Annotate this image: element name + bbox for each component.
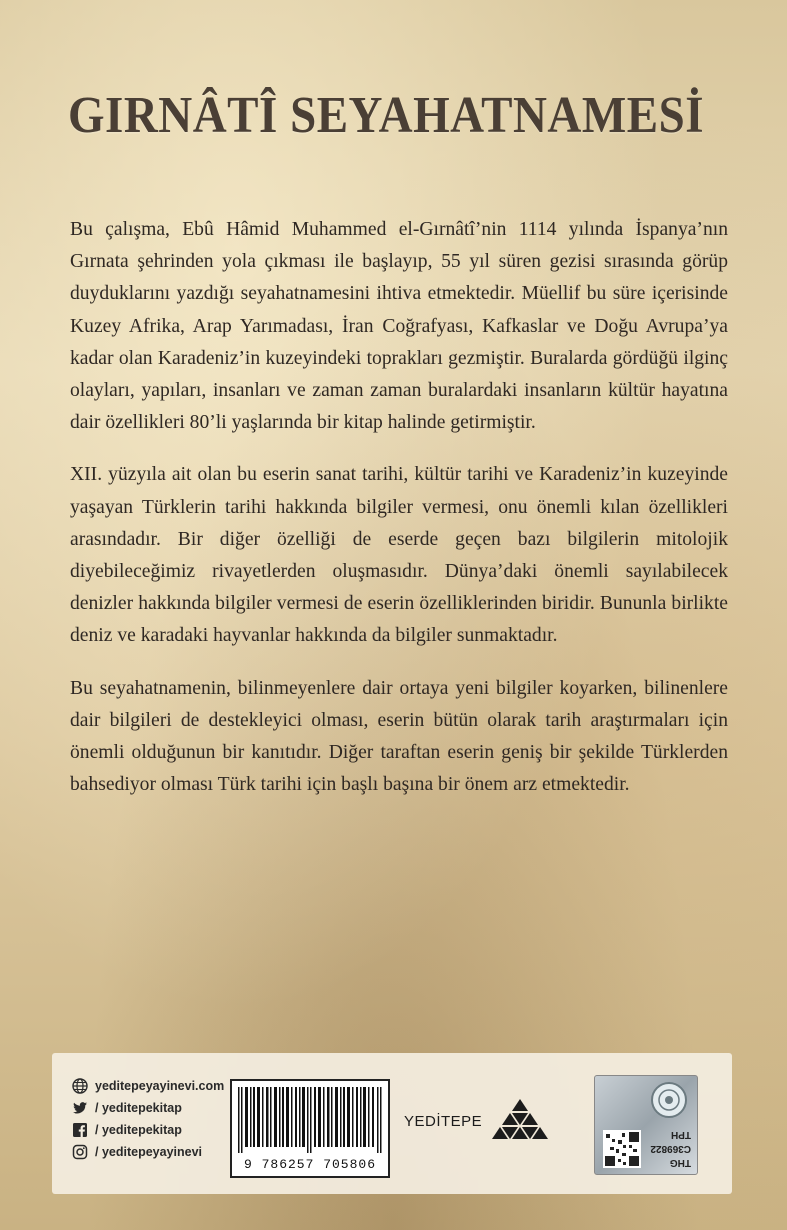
- facebook-icon: [72, 1122, 88, 1138]
- twitter-link-text: / yeditepekitap: [95, 1101, 182, 1115]
- social-links: [72, 1075, 224, 1163]
- facebook-link[interactable]: [72, 1119, 224, 1141]
- twitter-link[interactable]: [72, 1097, 224, 1119]
- book-title: GIRNÂTÎ SEYAHATNAMESİ: [68, 87, 705, 145]
- website-link-text: yeditepeyayinevi.com: [95, 1079, 225, 1093]
- sticker-line-1: THG: [669, 1157, 691, 1168]
- publisher-logo: [404, 1099, 552, 1143]
- publisher-name: YEDİTEPE: [404, 1112, 483, 1130]
- qr-code-icon: [603, 1130, 641, 1168]
- footer-panel: [52, 1053, 732, 1194]
- facebook-link-text: / yeditepekitap: [95, 1123, 182, 1137]
- blurb-paragraph-3: Bu seyahatnamenin, bilinmeyenlere dair ortaya yeni bilgiler koyarken, bilinenlere dair bilgileri de destekleyici olması, eserin bütün olarak tarih araştırmaları için önemli olduğunun bir kanıtıdır. Diğer taraftan eserin geniş bir şekilde Türklerden bahsediyor olması Türk tarihi için başlı başına bir önem arz etmektedir.: [70, 677, 728, 796]
- blurb-text: [70, 214, 728, 821]
- isbn-digits: 9 786257 705806: [243, 1157, 377, 1172]
- hologram-sticker: [594, 1075, 698, 1175]
- blurb-paragraph-2: XII. yüzyıla ait olan bu eserin sanat tarihi, kültür tarihi ve Karadeniz’in kuzeyinde yaşayan Türklerin tarihi hakkında bilgiler vermesi, onu önemli kılan özellikleri arasındadır. Bir diğer özelliği de eserde geçen bazı bilgilerin mitolojik diyebileceğimiz rivayetlerden oluşmasıdır. Dünya’daki önemli sayılabilecek denizler hakkında bilgiler vermesi de eserin özelliklerinden biridir. Bununla birlikte deniz ve karadaki hayvanlar hakkında da bilgiler sunmaktadır.: [70, 464, 728, 647]
- barcode-bars: [238, 1087, 382, 1153]
- sticker-line-2: C369822: [650, 1143, 691, 1154]
- sticker-line-3: TPH: [671, 1129, 691, 1140]
- instagram-icon: [72, 1144, 88, 1160]
- pyramid-logo-icon: [488, 1099, 552, 1143]
- blurb-paragraph-1: Bu çalışma, Ebû Hâmid Muhammed el-Gırnâtî’nin 1114 yılında İspanya’nın Gırnata şehrinden yola çıkması ile başlayıp, 55 yıl süren gezisi sırasında görüp duyduklarını yazdığı seyahatnamesini ihtiva etmektedir. Müellif bu süre içerisinde Kuzey Afrika, Arap Yarımadası, İran Coğrafyası, Kafkaslar ve Doğu Avrupa’ya kadar olan Karadeniz’in kuzeyindeki toprakları gezmiştir. Buralarda gördüğü ilginç olayları, yapıları, insanları ve zaman zaman buralardaki insanların kültür hayatına dair özellikleri 80’li yaşlarında bir kitap halinde getirmiştir.: [70, 219, 728, 434]
- twitter-icon: [72, 1100, 88, 1116]
- instagram-link-text: / yeditepeyayinevi: [95, 1145, 203, 1159]
- hologram-seal-icon: [649, 1080, 689, 1120]
- globe-icon: [72, 1078, 88, 1094]
- website-link[interactable]: [72, 1075, 224, 1097]
- isbn-barcode: [230, 1079, 390, 1178]
- instagram-link[interactable]: [72, 1141, 224, 1163]
